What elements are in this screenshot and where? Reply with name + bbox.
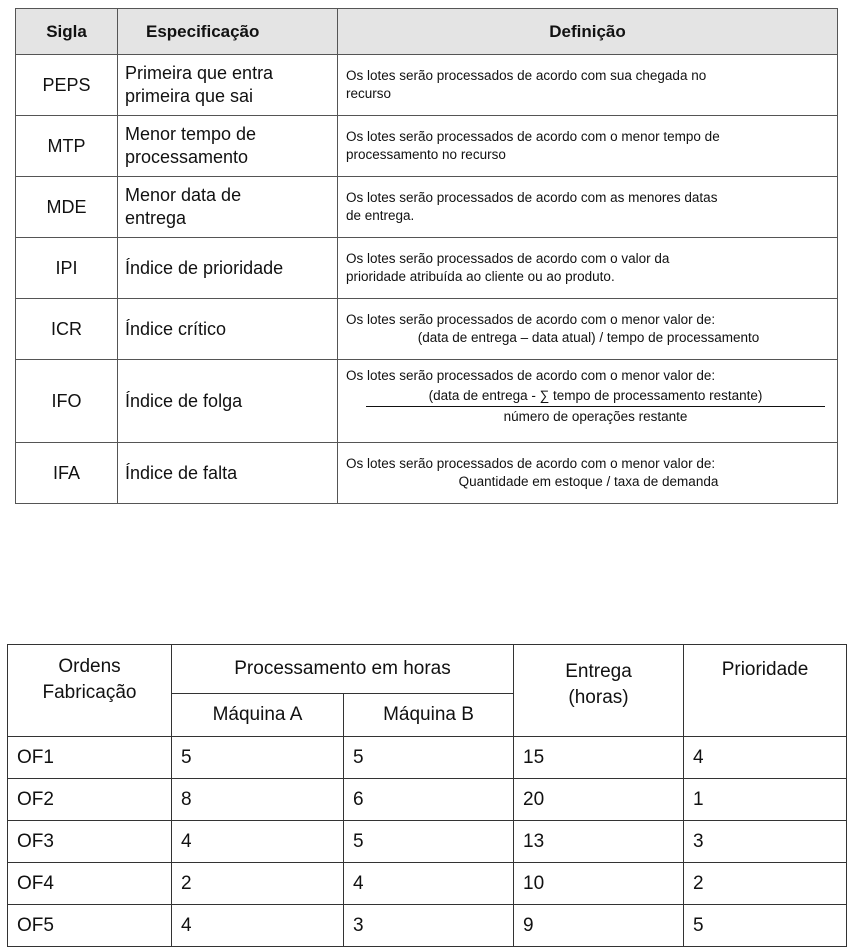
spec-line: Menor data de xyxy=(125,185,242,205)
table-row xyxy=(8,905,847,947)
sigla-cell: IFA xyxy=(16,443,118,504)
header-maquina-b: Máquina B xyxy=(344,694,514,737)
header-sigla: Sigla xyxy=(16,9,118,55)
cell-maquina-b: 4 xyxy=(344,863,514,905)
spec-cell: Índice crítico xyxy=(118,299,338,360)
spec-line: entrega xyxy=(125,208,187,228)
def-cell xyxy=(338,238,838,299)
production-orders-table xyxy=(7,644,847,947)
def-cell xyxy=(338,360,838,443)
cell-maquina-a: 2 xyxy=(172,863,344,905)
def-line: prioridade atribuída ao cliente ou ao produto. xyxy=(346,269,615,284)
def-line: Os lotes serão processados de acordo com o valor da xyxy=(346,251,670,266)
table-row xyxy=(8,821,847,863)
def-cell xyxy=(338,177,838,238)
table-row xyxy=(8,737,847,779)
sigla-cell: IFO xyxy=(16,360,118,443)
def-line: Os lotes serão processados de acordo com sua chegada no xyxy=(346,68,707,83)
cell-maquina-b: 5 xyxy=(344,737,514,779)
spec-cell: Índice de folga xyxy=(118,360,338,443)
def-line: Os lotes serão processados de acordo com o menor tempo de xyxy=(346,129,720,144)
cell-ordem: OF2 xyxy=(8,779,172,821)
sigla-cell: PEPS xyxy=(16,55,118,116)
spec-line: Primeira que entra xyxy=(125,63,274,83)
header-maquina-a: Máquina A xyxy=(172,694,344,737)
cell-entrega: 15 xyxy=(514,737,684,779)
def-line: Os lotes serão processados de acordo com o menor valor de: xyxy=(346,456,716,471)
spec-line: primeira que sai xyxy=(125,86,254,106)
spec-cell xyxy=(118,177,338,238)
def-formula-line: (data de entrega – data atual) / tempo de processamento xyxy=(417,330,760,345)
spec-cell: Índice de falta xyxy=(118,443,338,504)
cell-ordem: OF1 xyxy=(8,737,172,779)
cell-entrega: 20 xyxy=(514,779,684,821)
spec-cell xyxy=(118,55,338,116)
cell-prioridade: 5 xyxy=(684,905,847,947)
header-line: Ordens xyxy=(58,656,121,677)
header-processamento: Processamento em horas xyxy=(172,645,514,694)
cell-maquina-a: 4 xyxy=(172,905,344,947)
sigla-cell: MTP xyxy=(16,116,118,177)
def-line: de entrega. xyxy=(346,208,415,223)
cell-maquina-a: 4 xyxy=(172,821,344,863)
header-line: Fabricação xyxy=(42,682,137,703)
cell-entrega: 13 xyxy=(514,821,684,863)
cell-entrega: 10 xyxy=(514,863,684,905)
cell-maquina-a: 5 xyxy=(172,737,344,779)
fraction-formula xyxy=(366,387,825,426)
def-cell xyxy=(338,299,838,360)
header-entrega xyxy=(514,645,684,737)
spec-line: processamento xyxy=(125,147,249,167)
def-line: processamento no recurso xyxy=(346,147,506,162)
def-formula-line: Quantidade em estoque / taxa de demanda xyxy=(458,474,719,489)
def-line: recurso xyxy=(346,86,392,101)
cell-maquina-b: 3 xyxy=(344,905,514,947)
header-definicao: Definição xyxy=(338,9,838,55)
header-ordens-fabricacao xyxy=(8,645,172,737)
def-cell xyxy=(338,443,838,504)
cell-ordem: OF5 xyxy=(8,905,172,947)
def-cell xyxy=(338,55,838,116)
header-line: (horas) xyxy=(568,687,629,708)
cell-entrega: 9 xyxy=(514,905,684,947)
header-especificacao: Especificação xyxy=(118,9,338,55)
table-row xyxy=(16,116,838,177)
cell-prioridade: 1 xyxy=(684,779,847,821)
def-line: Os lotes serão processados de acordo com as menores datas xyxy=(346,190,718,205)
table-row xyxy=(16,443,838,504)
def-line: Os lotes serão processados de acordo com o menor valor de: xyxy=(346,368,716,383)
table-row xyxy=(8,863,847,905)
cell-prioridade: 2 xyxy=(684,863,847,905)
table1-header-row xyxy=(16,9,838,55)
dispatch-rules-table xyxy=(15,8,838,504)
table-row xyxy=(16,360,838,443)
sigla-cell: ICR xyxy=(16,299,118,360)
table2-header-row xyxy=(8,645,847,694)
spec-cell xyxy=(118,116,338,177)
cell-ordem: OF4 xyxy=(8,863,172,905)
cell-maquina-b: 6 xyxy=(344,779,514,821)
header-line: Entrega xyxy=(565,661,632,682)
table-row xyxy=(16,177,838,238)
table-row xyxy=(8,779,847,821)
table-row xyxy=(16,238,838,299)
fraction-numerator: (data de entrega - ∑ tempo de processamento restante) xyxy=(428,388,763,403)
fraction-denominator: número de operações restante xyxy=(503,409,688,424)
cell-ordem: OF3 xyxy=(8,821,172,863)
def-cell xyxy=(338,116,838,177)
cell-prioridade: 4 xyxy=(684,737,847,779)
header-prioridade: Prioridade xyxy=(684,645,847,737)
sigla-cell: MDE xyxy=(16,177,118,238)
sigla-cell: IPI xyxy=(16,238,118,299)
spec-line: Menor tempo de xyxy=(125,124,257,144)
cell-maquina-a: 8 xyxy=(172,779,344,821)
table-row xyxy=(16,299,838,360)
cell-maquina-b: 5 xyxy=(344,821,514,863)
cell-prioridade: 3 xyxy=(684,821,847,863)
fraction-bar xyxy=(366,406,825,407)
def-line: Os lotes serão processados de acordo com o menor valor de: xyxy=(346,312,716,327)
spec-cell: Índice de prioridade xyxy=(118,238,338,299)
table-row xyxy=(16,55,838,116)
